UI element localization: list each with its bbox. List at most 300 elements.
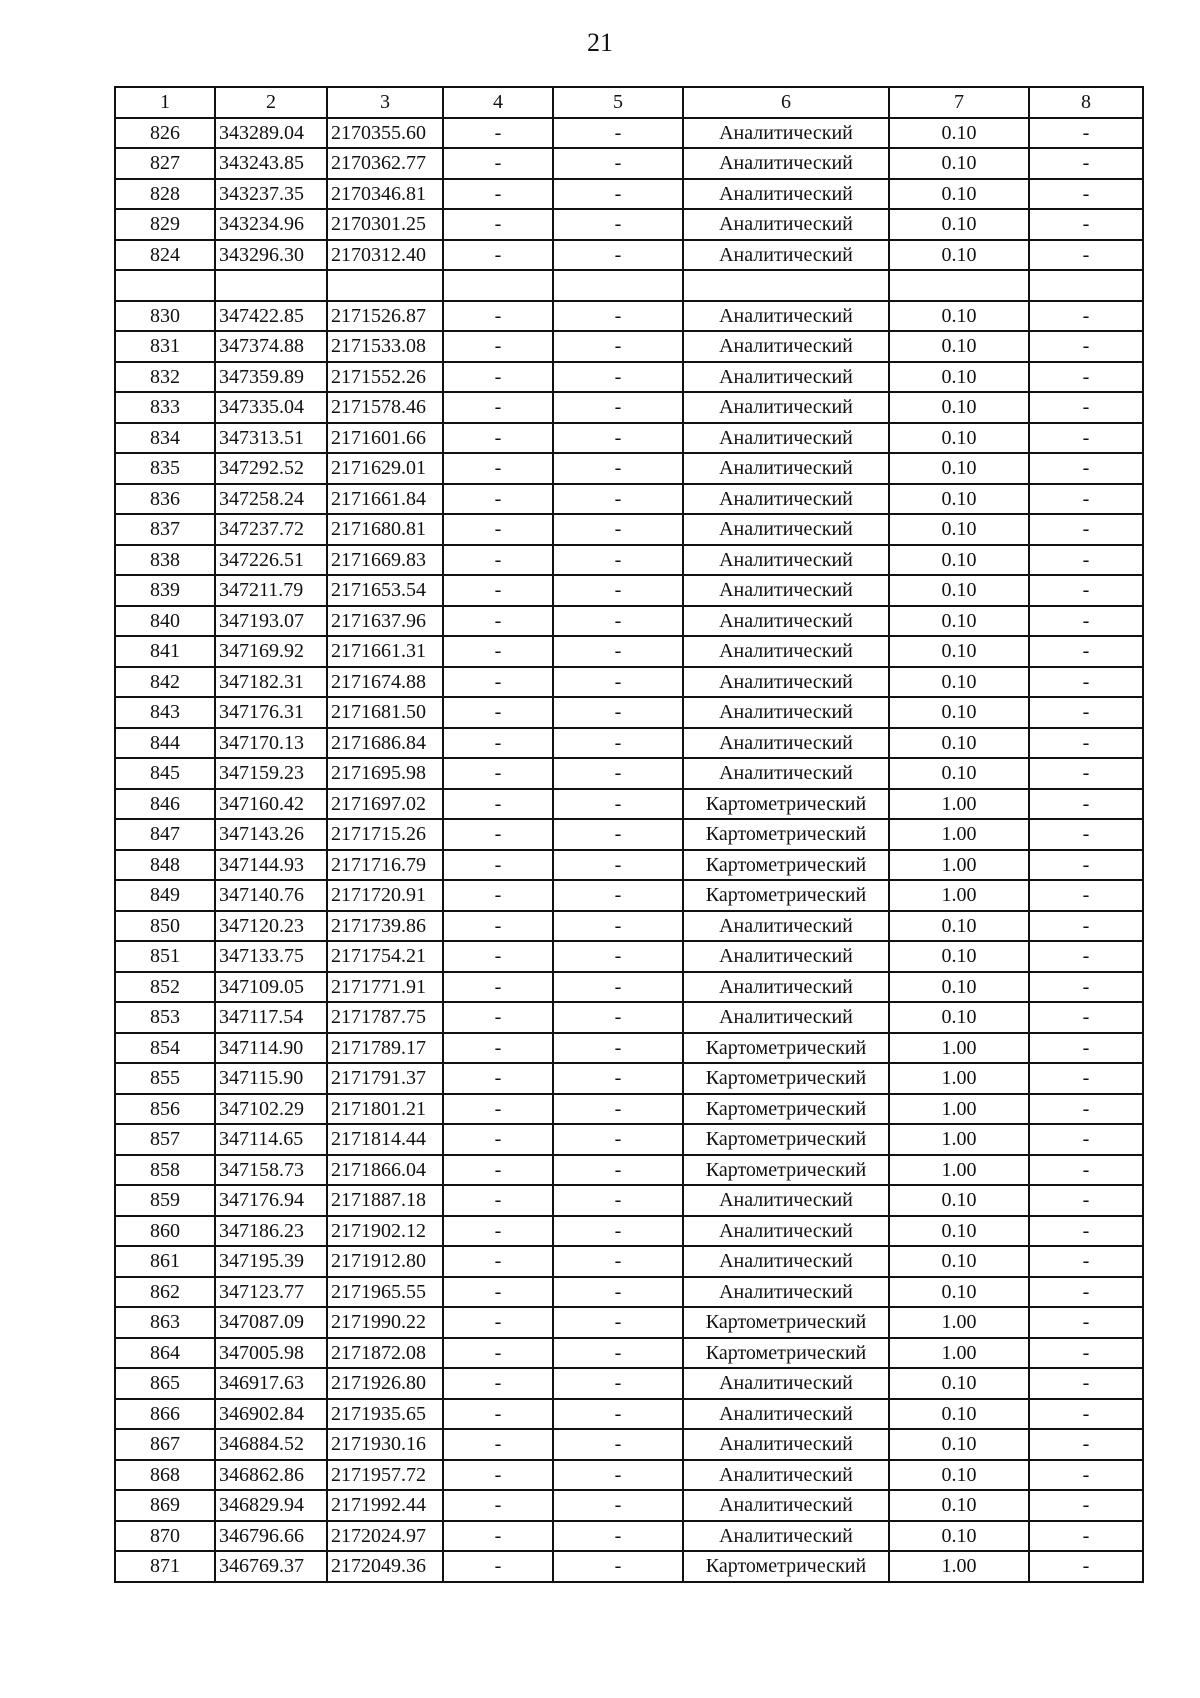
method-cell bbox=[683, 270, 889, 301]
column-8-cell: - bbox=[1029, 1399, 1143, 1430]
point-number-cell: 838 bbox=[115, 545, 215, 576]
column-4-cell: - bbox=[443, 1368, 553, 1399]
column-5-cell: - bbox=[553, 1155, 683, 1186]
column-5-cell: - bbox=[553, 545, 683, 576]
method-cell: Аналитический bbox=[683, 1368, 889, 1399]
column-4-cell: - bbox=[443, 1246, 553, 1277]
x-coordinate-cell bbox=[215, 270, 327, 301]
y-coordinate-cell: 2171902.12 bbox=[327, 1216, 443, 1247]
y-coordinate-cell: 2171674.88 bbox=[327, 667, 443, 698]
column-8-cell: - bbox=[1029, 1368, 1143, 1399]
column-8-cell: - bbox=[1029, 636, 1143, 667]
coordinates-table bbox=[114, 86, 1144, 1583]
column-8-cell: - bbox=[1029, 118, 1143, 149]
x-coordinate-cell: 343234.96 bbox=[215, 209, 327, 240]
column-5-cell: - bbox=[553, 1094, 683, 1125]
column-5-cell: - bbox=[553, 819, 683, 850]
column-4-cell: - bbox=[443, 1307, 553, 1338]
y-coordinate-cell: 2171912.80 bbox=[327, 1246, 443, 1277]
method-cell: Аналитический bbox=[683, 1002, 889, 1033]
method-cell: Аналитический bbox=[683, 1216, 889, 1247]
point-number-cell: 845 bbox=[115, 758, 215, 789]
y-coordinate-cell: 2171787.75 bbox=[327, 1002, 443, 1033]
x-coordinate-cell: 347102.29 bbox=[215, 1094, 327, 1125]
column-8-cell: - bbox=[1029, 1063, 1143, 1094]
point-number-cell: 865 bbox=[115, 1368, 215, 1399]
method-cell: Аналитический bbox=[683, 1460, 889, 1491]
column-5-cell: - bbox=[553, 392, 683, 423]
column-5-cell: - bbox=[553, 331, 683, 362]
column-5-cell: - bbox=[553, 1216, 683, 1247]
x-coordinate-cell: 347115.90 bbox=[215, 1063, 327, 1094]
x-coordinate-cell: 347140.76 bbox=[215, 880, 327, 911]
point-number-cell: 868 bbox=[115, 1460, 215, 1491]
x-coordinate-cell: 346902.84 bbox=[215, 1399, 327, 1430]
column-4-cell: - bbox=[443, 1216, 553, 1247]
table-row bbox=[115, 789, 1143, 820]
column-5-cell: - bbox=[553, 911, 683, 942]
method-cell: Картометрический bbox=[683, 1094, 889, 1125]
method-cell: Аналитический bbox=[683, 392, 889, 423]
y-coordinate-cell: 2171965.55 bbox=[327, 1277, 443, 1308]
table-row bbox=[115, 270, 1143, 301]
x-coordinate-cell: 347158.73 bbox=[215, 1155, 327, 1186]
column-8-cell: - bbox=[1029, 911, 1143, 942]
column-5-cell: - bbox=[553, 301, 683, 332]
method-cell: Аналитический bbox=[683, 728, 889, 759]
point-number-cell: 841 bbox=[115, 636, 215, 667]
column-4-cell: - bbox=[443, 148, 553, 179]
x-coordinate-cell: 347195.39 bbox=[215, 1246, 327, 1277]
column-8-cell: - bbox=[1029, 331, 1143, 362]
table-row bbox=[115, 484, 1143, 515]
column-8-cell: - bbox=[1029, 209, 1143, 240]
point-number-cell: 833 bbox=[115, 392, 215, 423]
point-number-cell: 860 bbox=[115, 1216, 215, 1247]
accuracy-cell: 1.00 bbox=[889, 1033, 1029, 1064]
column-8-cell: - bbox=[1029, 606, 1143, 637]
y-coordinate-cell: 2171801.21 bbox=[327, 1094, 443, 1125]
column-4-cell: - bbox=[443, 118, 553, 149]
column-5-cell: - bbox=[553, 1551, 683, 1582]
y-coordinate-cell: 2171926.80 bbox=[327, 1368, 443, 1399]
column-8-cell: - bbox=[1029, 941, 1143, 972]
accuracy-cell: 0.10 bbox=[889, 331, 1029, 362]
y-coordinate-cell: 2171533.08 bbox=[327, 331, 443, 362]
table-row bbox=[115, 1185, 1143, 1216]
column-8-cell: - bbox=[1029, 1002, 1143, 1033]
method-cell: Картометрический bbox=[683, 1063, 889, 1094]
column-4-cell: - bbox=[443, 545, 553, 576]
accuracy-cell: 0.10 bbox=[889, 1490, 1029, 1521]
column-header: 5 bbox=[553, 87, 683, 118]
column-8-cell: - bbox=[1029, 362, 1143, 393]
x-coordinate-cell: 347109.05 bbox=[215, 972, 327, 1003]
method-cell: Аналитический bbox=[683, 453, 889, 484]
accuracy-cell: 0.10 bbox=[889, 1399, 1029, 1430]
y-coordinate-cell: 2171680.81 bbox=[327, 514, 443, 545]
method-cell: Аналитический bbox=[683, 148, 889, 179]
table-row bbox=[115, 728, 1143, 759]
column-4-cell: - bbox=[443, 301, 553, 332]
column-4-cell: - bbox=[443, 179, 553, 210]
x-coordinate-cell: 347186.23 bbox=[215, 1216, 327, 1247]
x-coordinate-cell: 347335.04 bbox=[215, 392, 327, 423]
accuracy-cell: 1.00 bbox=[889, 789, 1029, 820]
accuracy-cell: 1.00 bbox=[889, 1124, 1029, 1155]
column-4-cell: - bbox=[443, 667, 553, 698]
accuracy-cell: 0.10 bbox=[889, 1521, 1029, 1552]
accuracy-cell: 0.10 bbox=[889, 1460, 1029, 1491]
table-row bbox=[115, 819, 1143, 850]
point-number-cell: 843 bbox=[115, 697, 215, 728]
accuracy-cell: 0.10 bbox=[889, 301, 1029, 332]
y-coordinate-cell: 2170355.60 bbox=[327, 118, 443, 149]
point-number-cell: 854 bbox=[115, 1033, 215, 1064]
column-5-cell: - bbox=[553, 1124, 683, 1155]
x-coordinate-cell: 347133.75 bbox=[215, 941, 327, 972]
method-cell: Аналитический bbox=[683, 331, 889, 362]
y-coordinate-cell: 2171686.84 bbox=[327, 728, 443, 759]
accuracy-cell: 0.10 bbox=[889, 911, 1029, 942]
column-4-cell: - bbox=[443, 758, 553, 789]
point-number-cell: 848 bbox=[115, 850, 215, 881]
column-4-cell: - bbox=[443, 575, 553, 606]
table-row bbox=[115, 1460, 1143, 1491]
point-number-cell: 861 bbox=[115, 1246, 215, 1277]
x-coordinate-cell: 347359.89 bbox=[215, 362, 327, 393]
table-row bbox=[115, 1216, 1143, 1247]
table-row bbox=[115, 1277, 1143, 1308]
point-number-cell: 871 bbox=[115, 1551, 215, 1582]
table-row bbox=[115, 301, 1143, 332]
column-5-cell: - bbox=[553, 789, 683, 820]
y-coordinate-cell: 2170362.77 bbox=[327, 148, 443, 179]
y-coordinate-cell: 2170301.25 bbox=[327, 209, 443, 240]
accuracy-cell: 0.10 bbox=[889, 209, 1029, 240]
point-number-cell: 831 bbox=[115, 331, 215, 362]
table-row bbox=[115, 514, 1143, 545]
column-4-cell: - bbox=[443, 1551, 553, 1582]
method-cell: Аналитический bbox=[683, 1490, 889, 1521]
column-4-cell: - bbox=[443, 636, 553, 667]
method-cell: Аналитический bbox=[683, 209, 889, 240]
y-coordinate-cell: 2170346.81 bbox=[327, 179, 443, 210]
point-number-cell: 836 bbox=[115, 484, 215, 515]
table-row bbox=[115, 575, 1143, 606]
accuracy-cell: 0.10 bbox=[889, 362, 1029, 393]
table-row bbox=[115, 880, 1143, 911]
column-8-cell bbox=[1029, 270, 1143, 301]
accuracy-cell: 1.00 bbox=[889, 1155, 1029, 1186]
x-coordinate-cell: 346884.52 bbox=[215, 1429, 327, 1460]
column-4-cell: - bbox=[443, 331, 553, 362]
table-row bbox=[115, 636, 1143, 667]
method-cell: Аналитический bbox=[683, 514, 889, 545]
accuracy-cell: 0.10 bbox=[889, 606, 1029, 637]
accuracy-cell: 0.10 bbox=[889, 148, 1029, 179]
x-coordinate-cell: 343237.35 bbox=[215, 179, 327, 210]
column-4-cell: - bbox=[443, 362, 553, 393]
x-coordinate-cell: 343289.04 bbox=[215, 118, 327, 149]
column-8-cell: - bbox=[1029, 1490, 1143, 1521]
point-number-cell: 858 bbox=[115, 1155, 215, 1186]
column-5-cell: - bbox=[553, 118, 683, 149]
point-number-cell: 832 bbox=[115, 362, 215, 393]
column-5-cell: - bbox=[553, 514, 683, 545]
column-5-cell: - bbox=[553, 1277, 683, 1308]
column-8-cell: - bbox=[1029, 453, 1143, 484]
accuracy-cell: 0.10 bbox=[889, 514, 1029, 545]
table-row bbox=[115, 1429, 1143, 1460]
method-cell: Аналитический bbox=[683, 941, 889, 972]
method-cell: Аналитический bbox=[683, 1521, 889, 1552]
y-coordinate-cell: 2171661.84 bbox=[327, 484, 443, 515]
accuracy-cell: 1.00 bbox=[889, 1063, 1029, 1094]
column-header: 6 bbox=[683, 87, 889, 118]
column-4-cell: - bbox=[443, 514, 553, 545]
point-number-cell: 862 bbox=[115, 1277, 215, 1308]
x-coordinate-cell: 347176.94 bbox=[215, 1185, 327, 1216]
column-4-cell: - bbox=[443, 911, 553, 942]
column-8-cell: - bbox=[1029, 697, 1143, 728]
accuracy-cell: 0.10 bbox=[889, 636, 1029, 667]
column-4-cell: - bbox=[443, 850, 553, 881]
method-cell: Аналитический bbox=[683, 911, 889, 942]
column-5-cell: - bbox=[553, 423, 683, 454]
column-header: 8 bbox=[1029, 87, 1143, 118]
method-cell: Картометрический bbox=[683, 819, 889, 850]
column-5-cell: - bbox=[553, 148, 683, 179]
column-5-cell: - bbox=[553, 362, 683, 393]
point-number-cell: 869 bbox=[115, 1490, 215, 1521]
column-5-cell: - bbox=[553, 1460, 683, 1491]
column-8-cell: - bbox=[1029, 1429, 1143, 1460]
y-coordinate-cell: 2171791.37 bbox=[327, 1063, 443, 1094]
y-coordinate-cell: 2171681.50 bbox=[327, 697, 443, 728]
table-row bbox=[115, 850, 1143, 881]
method-cell: Аналитический bbox=[683, 1246, 889, 1277]
column-5-cell: - bbox=[553, 1521, 683, 1552]
accuracy-cell: 0.10 bbox=[889, 1185, 1029, 1216]
point-number-cell: 824 bbox=[115, 240, 215, 271]
y-coordinate-cell: 2171739.86 bbox=[327, 911, 443, 942]
column-8-cell: - bbox=[1029, 1185, 1143, 1216]
x-coordinate-cell: 347170.13 bbox=[215, 728, 327, 759]
column-8-cell: - bbox=[1029, 1124, 1143, 1155]
point-number-cell: 852 bbox=[115, 972, 215, 1003]
accuracy-cell: 0.10 bbox=[889, 697, 1029, 728]
x-coordinate-cell: 347176.31 bbox=[215, 697, 327, 728]
y-coordinate-cell: 2171887.18 bbox=[327, 1185, 443, 1216]
column-8-cell: - bbox=[1029, 514, 1143, 545]
column-8-cell: - bbox=[1029, 1521, 1143, 1552]
column-4-cell: - bbox=[443, 1338, 553, 1369]
x-coordinate-cell: 346829.94 bbox=[215, 1490, 327, 1521]
point-number-cell: 859 bbox=[115, 1185, 215, 1216]
column-4-cell: - bbox=[443, 819, 553, 850]
point-number-cell: 835 bbox=[115, 453, 215, 484]
point-number-cell: 867 bbox=[115, 1429, 215, 1460]
point-number-cell: 837 bbox=[115, 514, 215, 545]
accuracy-cell: 0.10 bbox=[889, 545, 1029, 576]
column-header: 3 bbox=[327, 87, 443, 118]
table-row bbox=[115, 1399, 1143, 1430]
column-8-cell: - bbox=[1029, 301, 1143, 332]
table-row bbox=[115, 148, 1143, 179]
method-cell: Аналитический bbox=[683, 545, 889, 576]
column-8-cell: - bbox=[1029, 667, 1143, 698]
column-5-cell: - bbox=[553, 1490, 683, 1521]
point-number-cell: 851 bbox=[115, 941, 215, 972]
accuracy-cell: 0.10 bbox=[889, 423, 1029, 454]
y-coordinate-cell: 2171720.91 bbox=[327, 880, 443, 911]
column-4-cell: - bbox=[443, 1094, 553, 1125]
column-8-cell: - bbox=[1029, 423, 1143, 454]
y-coordinate-cell: 2171716.79 bbox=[327, 850, 443, 881]
column-4-cell: - bbox=[443, 1521, 553, 1552]
column-8-cell: - bbox=[1029, 972, 1143, 1003]
table-row bbox=[115, 972, 1143, 1003]
point-number-cell: 870 bbox=[115, 1521, 215, 1552]
column-4-cell: - bbox=[443, 1277, 553, 1308]
method-cell: Картометрический bbox=[683, 880, 889, 911]
x-coordinate-cell: 347211.79 bbox=[215, 575, 327, 606]
method-cell: Аналитический bbox=[683, 636, 889, 667]
column-4-cell bbox=[443, 270, 553, 301]
accuracy-cell: 0.10 bbox=[889, 728, 1029, 759]
x-coordinate-cell: 347123.77 bbox=[215, 1277, 327, 1308]
accuracy-cell: 0.10 bbox=[889, 1216, 1029, 1247]
method-cell: Картометрический bbox=[683, 1338, 889, 1369]
method-cell: Аналитический bbox=[683, 118, 889, 149]
column-5-cell: - bbox=[553, 1246, 683, 1277]
method-cell: Аналитический bbox=[683, 179, 889, 210]
table-row bbox=[115, 1155, 1143, 1186]
column-4-cell: - bbox=[443, 1185, 553, 1216]
x-coordinate-cell: 346796.66 bbox=[215, 1521, 327, 1552]
column-4-cell: - bbox=[443, 1399, 553, 1430]
accuracy-cell: 0.10 bbox=[889, 1368, 1029, 1399]
column-8-cell: - bbox=[1029, 728, 1143, 759]
column-5-cell: - bbox=[553, 240, 683, 271]
column-8-cell: - bbox=[1029, 1338, 1143, 1369]
table-row bbox=[115, 911, 1143, 942]
column-8-cell: - bbox=[1029, 1460, 1143, 1491]
accuracy-cell: 0.10 bbox=[889, 1246, 1029, 1277]
table-row bbox=[115, 118, 1143, 149]
accuracy-cell: 0.10 bbox=[889, 1429, 1029, 1460]
column-4-cell: - bbox=[443, 484, 553, 515]
point-number-cell: 864 bbox=[115, 1338, 215, 1369]
method-cell: Аналитический bbox=[683, 1429, 889, 1460]
column-5-cell: - bbox=[553, 1368, 683, 1399]
method-cell: Аналитический bbox=[683, 1277, 889, 1308]
x-coordinate-cell: 347313.51 bbox=[215, 423, 327, 454]
column-5-cell: - bbox=[553, 1033, 683, 1064]
method-cell: Аналитический bbox=[683, 1399, 889, 1430]
column-5-cell: - bbox=[553, 1002, 683, 1033]
table-row bbox=[115, 1094, 1143, 1125]
point-number-cell: 826 bbox=[115, 118, 215, 149]
x-coordinate-cell: 347226.51 bbox=[215, 545, 327, 576]
y-coordinate-cell: 2171992.44 bbox=[327, 1490, 443, 1521]
table-row bbox=[115, 545, 1143, 576]
column-5-cell: - bbox=[553, 606, 683, 637]
accuracy-cell: 0.10 bbox=[889, 758, 1029, 789]
y-coordinate-cell: 2171771.91 bbox=[327, 972, 443, 1003]
accuracy-cell: 0.10 bbox=[889, 118, 1029, 149]
y-coordinate-cell: 2171935.65 bbox=[327, 1399, 443, 1430]
accuracy-cell: 0.10 bbox=[889, 1277, 1029, 1308]
point-number-cell bbox=[115, 270, 215, 301]
x-coordinate-cell: 347193.07 bbox=[215, 606, 327, 637]
method-cell: Аналитический bbox=[683, 667, 889, 698]
x-coordinate-cell: 347160.42 bbox=[215, 789, 327, 820]
accuracy-cell: 0.10 bbox=[889, 667, 1029, 698]
table-row bbox=[115, 1124, 1143, 1155]
point-number-cell: 846 bbox=[115, 789, 215, 820]
column-5-cell: - bbox=[553, 850, 683, 881]
y-coordinate-cell: 2172024.97 bbox=[327, 1521, 443, 1552]
table-row bbox=[115, 453, 1143, 484]
column-8-cell: - bbox=[1029, 850, 1143, 881]
column-4-cell: - bbox=[443, 941, 553, 972]
y-coordinate-cell: 2171695.98 bbox=[327, 758, 443, 789]
y-coordinate-cell: 2171957.72 bbox=[327, 1460, 443, 1491]
table-row bbox=[115, 331, 1143, 362]
method-cell: Аналитический bbox=[683, 362, 889, 393]
accuracy-cell: 1.00 bbox=[889, 1094, 1029, 1125]
column-5-cell: - bbox=[553, 575, 683, 606]
y-coordinate-cell: 2171669.83 bbox=[327, 545, 443, 576]
point-number-cell: 863 bbox=[115, 1307, 215, 1338]
table-row bbox=[115, 1338, 1143, 1369]
table-row bbox=[115, 240, 1143, 271]
y-coordinate-cell: 2171661.31 bbox=[327, 636, 443, 667]
table-row bbox=[115, 1307, 1143, 1338]
column-4-cell: - bbox=[443, 1460, 553, 1491]
y-coordinate-cell: 2171653.54 bbox=[327, 575, 443, 606]
accuracy-cell: 1.00 bbox=[889, 1338, 1029, 1369]
table-row bbox=[115, 1521, 1143, 1552]
x-coordinate-cell: 347143.26 bbox=[215, 819, 327, 850]
table-body bbox=[115, 118, 1143, 1582]
x-coordinate-cell: 347159.23 bbox=[215, 758, 327, 789]
x-coordinate-cell: 347292.52 bbox=[215, 453, 327, 484]
y-coordinate-cell: 2171872.08 bbox=[327, 1338, 443, 1369]
x-coordinate-cell: 347120.23 bbox=[215, 911, 327, 942]
column-8-cell: - bbox=[1029, 392, 1143, 423]
point-number-cell: 844 bbox=[115, 728, 215, 759]
column-8-cell: - bbox=[1029, 1277, 1143, 1308]
column-5-cell: - bbox=[553, 941, 683, 972]
y-coordinate-cell: 2171601.66 bbox=[327, 423, 443, 454]
x-coordinate-cell: 347182.31 bbox=[215, 667, 327, 698]
method-cell: Картометрический bbox=[683, 1155, 889, 1186]
y-coordinate-cell: 2171629.01 bbox=[327, 453, 443, 484]
point-number-cell: 829 bbox=[115, 209, 215, 240]
y-coordinate-cell: 2171930.16 bbox=[327, 1429, 443, 1460]
point-number-cell: 840 bbox=[115, 606, 215, 637]
point-number-cell: 830 bbox=[115, 301, 215, 332]
x-coordinate-cell: 347114.90 bbox=[215, 1033, 327, 1064]
column-4-cell: - bbox=[443, 697, 553, 728]
table-row bbox=[115, 179, 1143, 210]
method-cell: Аналитический bbox=[683, 1185, 889, 1216]
column-4-cell: - bbox=[443, 789, 553, 820]
column-header: 7 bbox=[889, 87, 1029, 118]
